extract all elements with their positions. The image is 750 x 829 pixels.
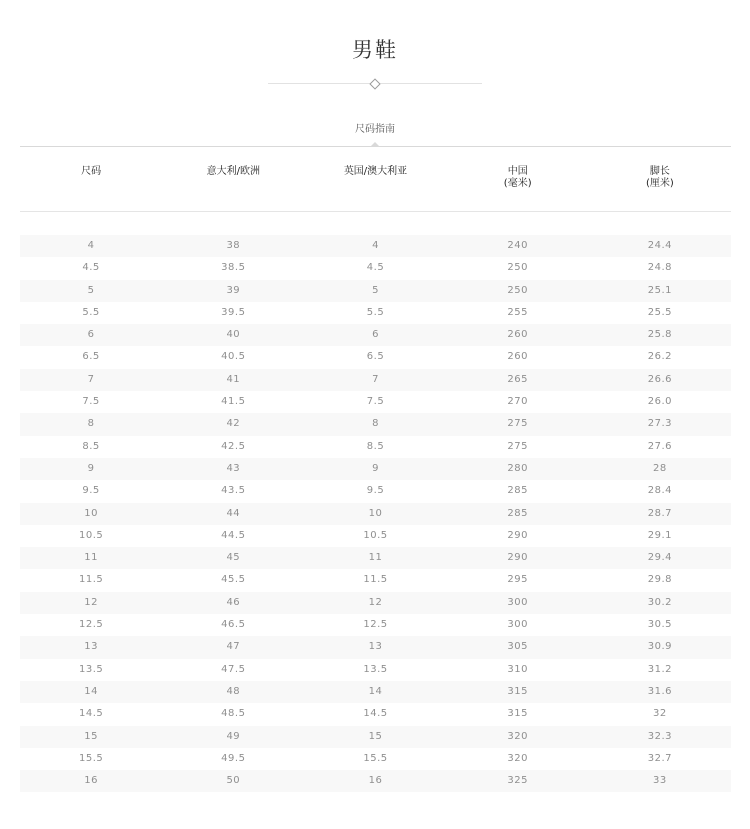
table-row (20, 636, 731, 658)
page-title: 男鞋 (352, 38, 398, 62)
table-cell: 12 (84, 596, 98, 608)
table-cell: 7 (372, 373, 379, 385)
table-cell: 32 (653, 708, 667, 720)
table-cell: 31.6 (647, 685, 673, 697)
table-cell: 28.7 (647, 507, 673, 519)
table-cell: 50 (226, 775, 241, 787)
table-cell: 295 (507, 574, 528, 586)
table-cell: 30.9 (647, 641, 673, 653)
table-row (20, 324, 731, 346)
table-row (20, 302, 731, 324)
table-cell: 7.5 (82, 396, 100, 408)
table-cell: 5 (87, 284, 95, 296)
header-divider (20, 211, 731, 212)
table-cell: 15 (368, 730, 383, 742)
table-cell: 48 (226, 685, 241, 697)
table-cell: 47.5 (221, 663, 246, 675)
table-row (20, 681, 731, 703)
table-cell: 46 (226, 596, 241, 608)
table-row (20, 413, 731, 435)
table-cell: 45 (226, 552, 241, 564)
table-cell: 260 (507, 329, 528, 341)
column-header-italy-europe (162, 166, 304, 196)
table-row (20, 436, 731, 458)
table-cell: 5.5 (82, 306, 100, 318)
table-row (20, 592, 731, 614)
table-cell: 15.5 (78, 752, 104, 764)
table-row (20, 480, 731, 502)
table-row (20, 280, 731, 302)
table-cell: 13.5 (78, 663, 104, 675)
table-cell: 16 (368, 775, 383, 787)
table-row (20, 770, 731, 792)
table-cell: 8 (87, 418, 95, 430)
table-cell: 29.4 (647, 552, 673, 564)
table-cell: 41.5 (221, 396, 246, 408)
column-header-uk-australia (304, 166, 446, 196)
table-cell: 275 (507, 440, 528, 452)
table-cell: 250 (507, 284, 528, 296)
table-cell: 285 (507, 485, 528, 497)
table-cell: 280 (507, 462, 528, 474)
table-cell: 31.2 (647, 663, 673, 675)
table-cell: 26.0 (647, 396, 673, 408)
table-cell: 47 (226, 641, 241, 653)
table-cell: 4 (87, 240, 95, 251)
table-cell: 14 (368, 685, 383, 697)
table-cell: 12.5 (363, 619, 388, 631)
table-cell: 25.8 (647, 329, 673, 341)
table-cell: 49 (226, 730, 241, 742)
table-cell: 32.7 (647, 752, 673, 764)
table-cell: 26.6 (647, 373, 673, 385)
table-cell: 11.5 (78, 574, 104, 586)
size-guide-label: 尺码指南 (355, 124, 395, 135)
table-cell: 9.5 (82, 485, 100, 497)
table-cell: 39.5 (221, 306, 246, 318)
column-header-label: 脚长 (649, 166, 670, 177)
column-header-china-mm (447, 166, 589, 196)
table-cell: 28.4 (647, 485, 673, 497)
column-header-unit: (毫米) (503, 178, 532, 189)
table-cell: 38.5 (221, 262, 246, 274)
column-header-label: 尺码 (81, 166, 102, 177)
table-row (20, 547, 731, 569)
table-cell: 27.6 (647, 440, 673, 452)
table-row (20, 614, 731, 636)
table-row (20, 391, 731, 413)
table-cell: 13.5 (363, 663, 388, 675)
table-cell: 320 (507, 730, 528, 742)
table-cell: 5.5 (366, 306, 385, 318)
column-header-unit: (厘米) (646, 178, 674, 189)
table-cell: 10 (84, 507, 98, 519)
table-cell: 29.8 (647, 574, 673, 586)
table-cell: 13 (84, 641, 98, 653)
table-cell: 9.5 (366, 485, 385, 497)
table-cell: 26.2 (647, 351, 673, 363)
table-cell: 8.5 (82, 440, 100, 452)
table-cell: 10.5 (78, 529, 104, 541)
table-cell: 6 (87, 329, 95, 341)
table-row (20, 503, 731, 525)
table-cell: 270 (507, 396, 528, 408)
table-cell: 12.5 (78, 619, 104, 631)
table-cell: 27.3 (647, 418, 673, 430)
table-cell: 290 (507, 529, 528, 541)
table-cell: 4 (372, 240, 379, 251)
table-cell: 305 (507, 641, 528, 653)
table-cell: 43 (226, 462, 241, 474)
table-cell: 25.1 (647, 284, 673, 296)
table-row (20, 235, 731, 257)
table-cell: 40 (226, 329, 241, 341)
table-cell: 11 (84, 552, 98, 564)
table-cell: 12 (368, 596, 383, 608)
table-cell: 240 (507, 240, 528, 251)
table-row (20, 748, 731, 770)
table-cell: 6.5 (82, 351, 100, 363)
column-header-size (20, 166, 162, 196)
table-cell: 15 (84, 730, 98, 742)
table-cell: 285 (507, 507, 528, 519)
table-cell: 33 (653, 775, 667, 787)
table-row (20, 726, 731, 748)
table-cell: 14 (84, 685, 98, 697)
table-row (20, 703, 731, 725)
column-header-label: 中国 (507, 166, 528, 177)
table-cell: 40.5 (221, 351, 246, 363)
table-cell: 49.5 (221, 752, 246, 764)
table-cell: 25.5 (647, 306, 673, 318)
table-cell: 38 (226, 240, 241, 251)
table-cell: 45.5 (221, 574, 246, 586)
table-cell: 28 (653, 462, 667, 474)
table-cell: 32.3 (647, 730, 673, 742)
table-cell: 315 (507, 708, 528, 720)
column-header-label: 英国/澳大利亚 (343, 166, 408, 177)
table-cell: 10 (368, 507, 383, 519)
table-cell: 43.5 (221, 485, 246, 497)
table-cell: 11.5 (363, 574, 388, 586)
table-cell: 13 (368, 641, 383, 653)
table-cell: 42 (226, 418, 241, 430)
table-cell: 14.5 (78, 708, 104, 720)
column-header-label: 意大利/欧洲 (206, 166, 260, 177)
table-cell: 10.5 (363, 529, 388, 541)
table-cell: 44 (226, 507, 241, 519)
table-cell: 48.5 (221, 708, 246, 720)
table-row (20, 346, 731, 368)
table-row (20, 369, 731, 391)
diamond-ornament-icon (369, 78, 380, 89)
table-cell: 30.5 (647, 619, 673, 631)
table-cell: 320 (507, 752, 528, 764)
table-cell: 310 (507, 663, 528, 675)
table-cell: 11 (368, 552, 383, 564)
table-cell: 15.5 (363, 752, 388, 764)
table-cell: 41 (226, 373, 241, 385)
table-cell: 6.5 (366, 351, 385, 363)
table-cell: 44.5 (221, 529, 246, 541)
table-cell: 9 (87, 462, 95, 474)
table-cell: 24.4 (647, 240, 673, 251)
table-row (20, 257, 731, 279)
table-cell: 265 (507, 373, 528, 385)
table-cell: 29.1 (647, 529, 673, 541)
table-row (20, 458, 731, 480)
table-cell: 24.8 (647, 262, 673, 274)
column-header-foot-length-cm (589, 166, 731, 196)
table-cell: 260 (507, 351, 528, 363)
table-cell: 290 (507, 552, 528, 564)
table-header (20, 166, 731, 196)
table-cell: 4.5 (82, 262, 100, 274)
caret-up-icon (370, 142, 380, 147)
table-cell: 4.5 (366, 262, 385, 274)
table-cell: 300 (507, 596, 528, 608)
table-cell: 8.5 (366, 440, 385, 452)
table-cell: 315 (507, 685, 528, 697)
table-cell: 275 (507, 418, 528, 430)
table-row (20, 659, 731, 681)
table-cell: 30.2 (647, 596, 673, 608)
table-cell: 39 (226, 284, 241, 296)
table-cell: 7 (87, 373, 95, 385)
table-cell: 300 (507, 619, 528, 631)
table-cell: 8 (372, 418, 379, 430)
table-cell: 14.5 (363, 708, 388, 720)
table-row (20, 525, 731, 547)
table-cell: 250 (507, 262, 528, 274)
table-cell: 325 (507, 775, 528, 787)
table-cell: 255 (507, 306, 528, 318)
table-cell: 9 (372, 462, 379, 474)
table-cell: 42.5 (221, 440, 246, 452)
table-cell: 7.5 (366, 396, 385, 408)
table-cell: 16 (84, 775, 98, 787)
table-row (20, 569, 731, 591)
size-table-body (20, 235, 731, 792)
table-cell: 5 (372, 284, 379, 296)
table-cell: 6 (372, 329, 379, 341)
table-cell: 46.5 (221, 619, 246, 631)
